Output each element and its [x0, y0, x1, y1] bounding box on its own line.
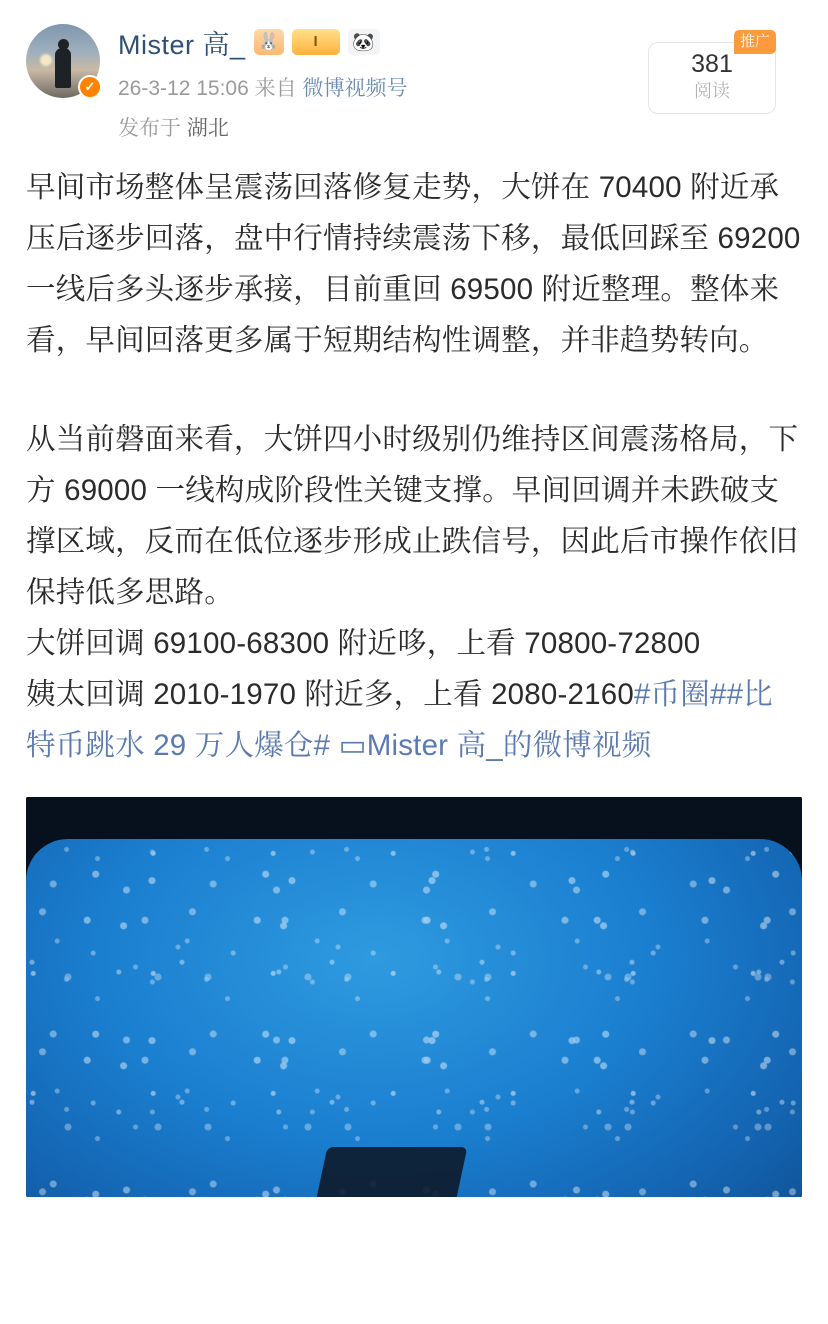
- read-count-value: 381: [691, 50, 733, 78]
- author-info: [118, 20, 407, 142]
- body-line-4: [26, 669, 802, 771]
- airplane-wing-decor: [314, 1147, 467, 1197]
- paragraph-spacer: [26, 366, 802, 414]
- avatar[interactable]: [26, 24, 100, 98]
- post-meta: [118, 72, 407, 102]
- rain-drops-decor: [26, 839, 802, 1197]
- airplane-window-decor: [26, 839, 802, 1197]
- body-line-4-text: 姨太回调 2010-1970 附近多，上看 2080-2160: [26, 678, 634, 711]
- video-camera-icon: ▭: [338, 729, 367, 762]
- author-name-row: [118, 22, 407, 62]
- promo-tag: 推广: [734, 30, 776, 54]
- body-line-3: 大饼回调 69100-68300 附近哆，上看 70800-72800: [26, 627, 701, 660]
- video-thumbnail[interactable]: [26, 797, 802, 1197]
- post-source-link[interactable]: 微博视频号: [302, 77, 408, 100]
- topic-link-1[interactable]: #币圈#: [633, 678, 727, 711]
- source-prefix: 来自: [254, 77, 297, 100]
- topic-link-2[interactable]: #比特币跳水 29 万人爆仓#: [26, 678, 773, 762]
- post-body: [26, 162, 802, 771]
- publish-label: 发布于: [118, 117, 181, 140]
- rabbit-badge-icon[interactable]: 🐰: [254, 29, 284, 55]
- panda-badge-icon[interactable]: 🐼: [348, 29, 380, 55]
- avatar-person-decor: [55, 48, 71, 88]
- read-count-badge[interactable]: [648, 33, 776, 114]
- post-header: [26, 20, 802, 140]
- publish-location-row: [118, 112, 407, 142]
- video-link[interactable]: Mister 高_的微博视频: [366, 729, 652, 762]
- body-paragraph-2: 从当前磐面来看，大饼四小时级别仍维持区间震荡格局，下方 69000 一线构成阶段性关键支撑。早间回调并未跌破支撑区域，反而在低位逐步形成止跌信号，因此后市操作依旧保持低多思路。: [26, 423, 799, 609]
- verified-check-icon: ✓: [78, 75, 102, 99]
- level-badge-icon[interactable]: I: [292, 29, 340, 55]
- publish-location: 湖北: [186, 117, 229, 140]
- post-timestamp: 26-3-12 15:06: [118, 77, 249, 100]
- read-count-label: 阅读: [694, 81, 730, 101]
- avatar-sun-decor: [40, 54, 52, 66]
- author-name[interactable]: Mister 高_: [118, 29, 246, 60]
- body-paragraph-1: 早间市场整体呈震荡回落修复走势，大饼在 70400 附近承压后逐步回落，盘中行情持续震荡下移，最低回踩至 69200 一线后多头逐步承接，目前重回 69500 附近整理。整体来看，早间回落更多属于短期结构性调整，并非趋势转向。: [26, 171, 801, 357]
